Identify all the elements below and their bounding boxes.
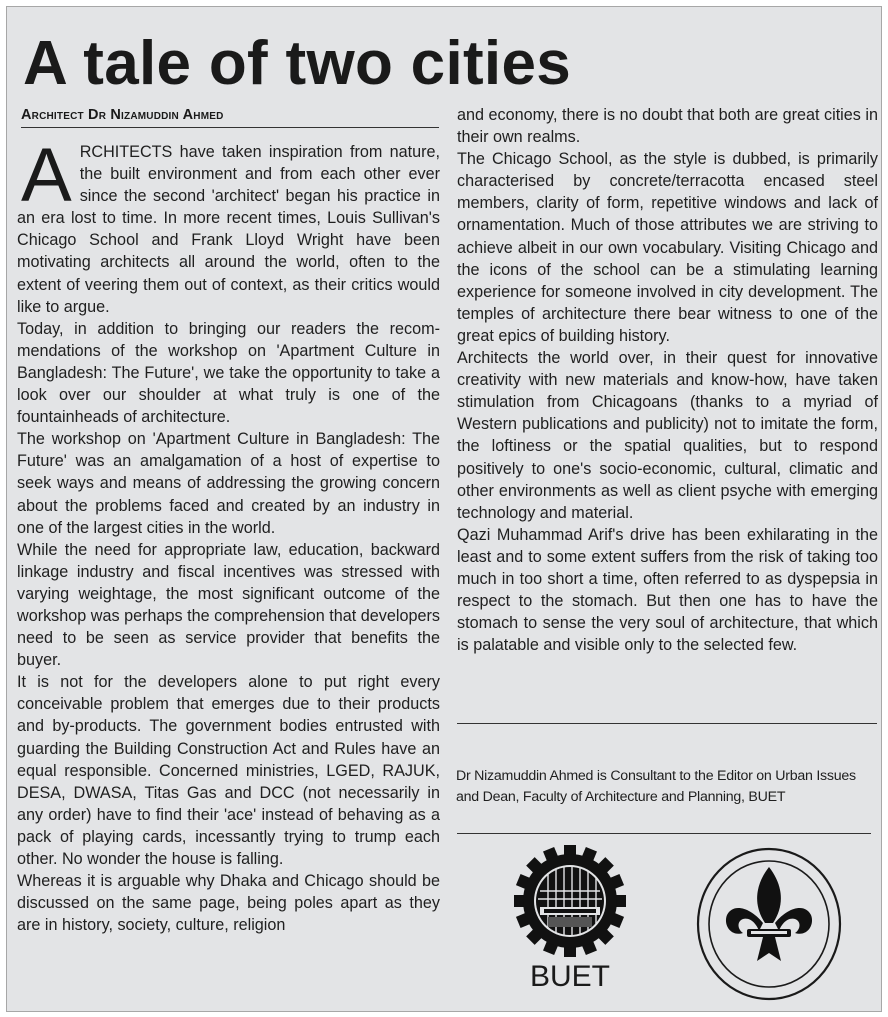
divider-rule: [457, 833, 871, 834]
paragraph: Today, in addition to bringing our readers the recommendations of the workshop on 'Apartment Culture in Bangladesh: The Future', we take the opportunity to take a look over our shoulder at what truly is one of the fountainheads of architecture.: [17, 319, 440, 427]
headline: A tale of two cities: [23, 29, 572, 98]
buet-logo: [509, 845, 631, 1007]
divider-rule: [457, 723, 877, 724]
paragraph: The Chicago School, as the style is dubbed, is primarily characterised by concrete/terracotta encased steel members, clarity of form, repetitive windows and lack of ornamentation. Much of those attributes we are striving to achieve albeit in our own vocabulary. Visiting Chicago and the icons of the school can be a stimulating learning experience for someone involved in city development. The temples of architecture there bear witness to one of the great epics of building history.: [457, 150, 878, 345]
paragraph: Architects the world over, in their quest for innovative creativity with new materials and know-how, have taken stimulation from Chicagoans (thanks to a myriad of Western publications and publicity) not to imitate the form, the loftiness or the spatial qualities, but to respond positively to one's socio-economic, cultural, climatic and other environments as well as client psyche with emerging technology and material.: [457, 349, 878, 522]
paragraph: Whereas it is arguable why Dhaka and Chicago should be discussed on the same page, being poles apart as they are in history, society, culture, religion: [17, 872, 440, 935]
paragraph: Qazi Muhammad Arif's drive has been exhilarating in the least and to some extent suffers from the risk of taking too much in too short a time, often referred to as dyspepsia in respect to the stomach. But then one has to have the stomach to sense the very soul of architecture, that which is palatable and visible only to the selected few.: [457, 525, 878, 655]
drop-cap: A: [21, 133, 72, 218]
paragraph: While the need for appropriate law, education, backward linkage industry and fiscal incentives was stressed with varying weightage, the most significant outcome of the workshop was perhaps the comprehension that developers need to be seen as service provider that benefits the buyer.: [17, 540, 440, 670]
buet-gear-seal-icon: [509, 845, 631, 957]
paragraph: It is not for the developers alone to put right every conceivable problem that emerges due to their products and by-products. The government bodies entrusted with guarding the Building Construction Act and Rules have an equal responsible. Concerned ministries, LGED, RAJUK, DESA, DWASA, Titas Gas and DCC (not necessarily in any order) have to find their 'ace' instead of behaving as a pack of playing cards, incessantly trying to trump each other. No wonder the house is falling.: [17, 673, 440, 868]
author-note: Dr Nizamuddin Ahmed is Consultant to the Editor on Urban Issues and Dean, Faculty of Architecture and Planning, BUET: [456, 768, 856, 805]
left-column: [17, 133, 440, 936]
right-column: [457, 104, 878, 656]
paragraph: ARCHITECTS have taken inspiration from nature, the built environment and from each other ever since the second 'architect' began his practice in an era lost to time. In more recent times, Louis Sullivan's Chicago School and Frank Lloyd Wright have been motivating architects all around the world, often to the extent of veering them out of context, as their critics would like to argue.: [17, 133, 440, 316]
article-page: [6, 6, 882, 1012]
byline: Architect Dr Nizamuddin Ahmed: [21, 107, 439, 128]
paragraph: and economy, there is no doubt that both are great cities in their own realms.: [457, 106, 878, 147]
paragraph: The workshop on 'Apartment Culture in Bangladesh: The Future' was an amalgamation of a host of expertise to seek ways and means of addressing the growing concern about the problems faced and created by an industry in one of the largest cities in the world.: [17, 430, 440, 537]
fleur-de-lis-emblem-icon: [695, 845, 843, 1008]
buet-label: BUET: [529, 960, 610, 993]
